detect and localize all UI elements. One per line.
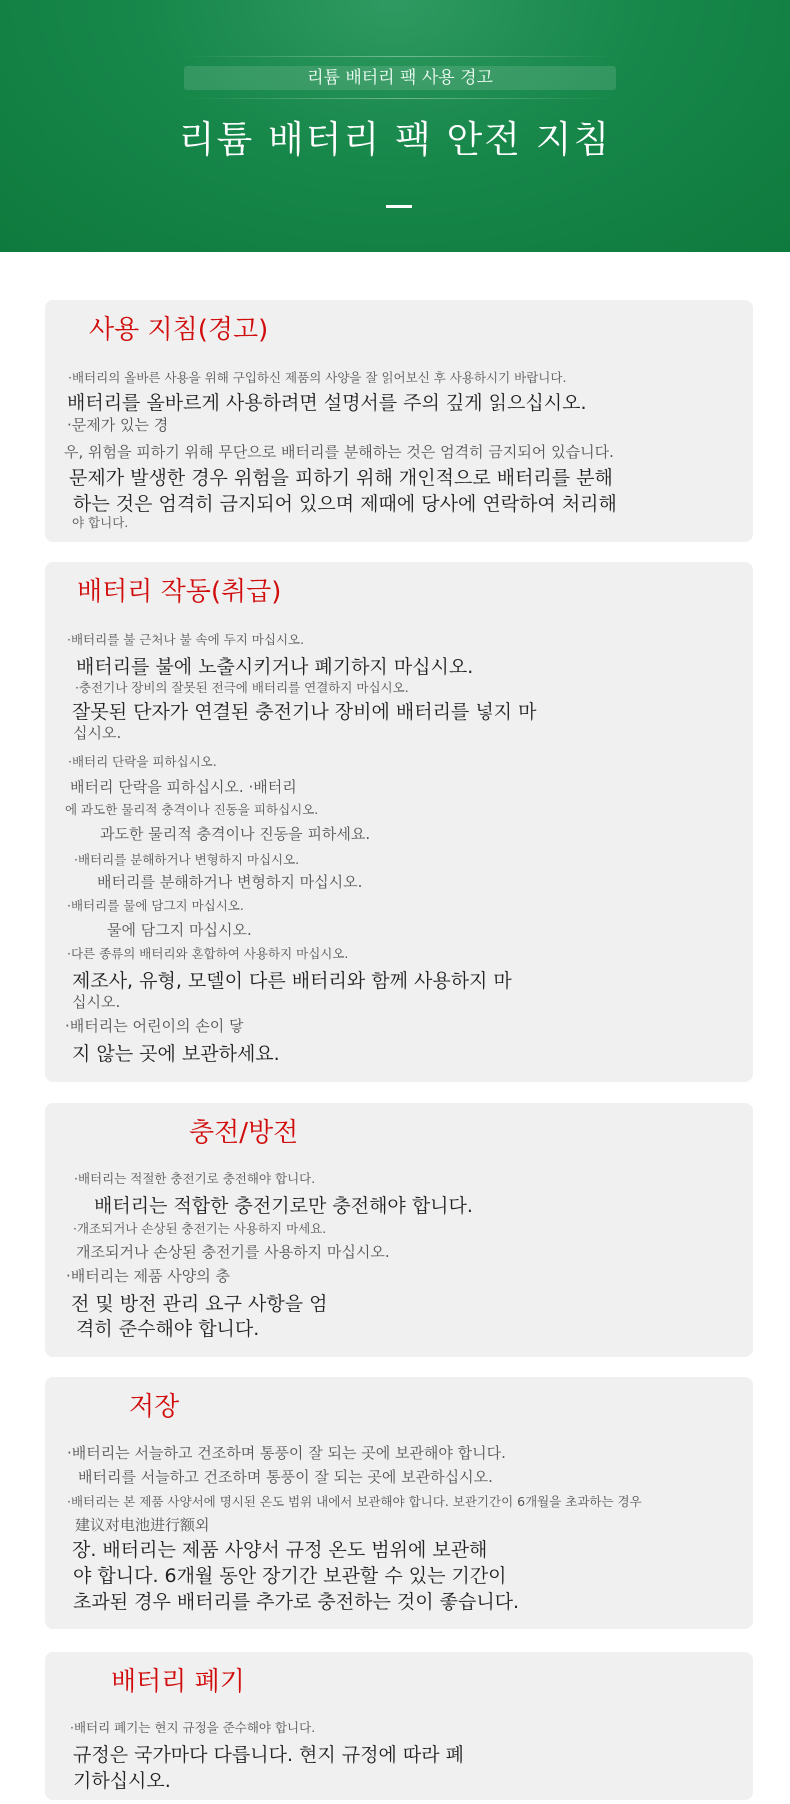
text-line: 개조되거나 손상된 충전기를 사용하지 마십시오. [76,1243,390,1261]
text-line: ·배터리 단락을 피하십시오. [68,754,217,769]
text-line: 지 않는 곳에 보관하세요. [72,1043,280,1065]
text-line: ·충전기나 장비의 잘못된 전극에 배터리를 연결하지 마십시오. [75,680,409,695]
text-line: 문제가 발생한 경우 위험을 피하기 위해 개인적으로 배터리를 분해 [69,467,613,489]
text-line: 장. 배터리는 제품 사양서 규정 온도 범위에 보관해 [72,1539,488,1561]
text-line: 배터리를 분해하거나 변형하지 마십시오. [97,873,363,891]
text-line: 하는 것은 엄격히 금지되어 있으며 제때에 당사에 연락하여 처리해 [73,493,617,515]
text-line: 제조사, 유형, 모델이 다른 배터리와 함께 사용하지 마 [72,970,512,992]
text-line: ·배터리를 물에 담그지 마십시오. [67,898,244,913]
text-line: ·배터리는 서늘하고 건조하며 통풍이 잘 되는 곳에 보관해야 합니다. [67,1444,506,1462]
text-line: 기하십시오. [73,1770,171,1792]
text-line: 배터리 단락을 피하십시오. ·배터리 [70,778,297,796]
section-usage-warning [45,300,753,542]
text-line: 에 과도한 물리적 충격이나 진동을 피하십시오. [65,802,319,817]
header-subtitle: 리튬 배터리 팩 사용 경고 [184,66,616,90]
text-line: ·배터리는 어린이의 손이 닿 [65,1017,244,1035]
text-line: 전 및 방전 관리 요구 사항을 엄 [71,1293,328,1315]
text-line: ·배터리 폐기는 현지 규정을 준수해야 합니다. [70,1720,316,1735]
section-title: 사용 지침(경고) [89,315,269,345]
page-title: 리튬 배터리 팩 안전 지침 [178,118,612,161]
text-line: 잘못된 단자가 연결된 충전기나 장비에 배터리를 넣지 마 [72,701,537,723]
header-divider-top [180,56,620,57]
text-line: ·배터리는 본 제품 사양서에 명시된 온도 범위 내에서 보관해야 합니다. 보관기간이 6개월을 초과하는 경우 [67,1494,642,1509]
section-battery-disposal [45,1652,753,1800]
text-line: 우, 위험을 피하기 위해 무단으로 배터리를 분해하는 것은 엄격히 금지되어 있습니다. [64,443,614,461]
text-line: ·배터리의 올바른 사용을 위해 구입하신 제품의 사양을 잘 읽어보신 후 사용하시기 바랍니다. [68,370,567,385]
text-line: 배터리를 서늘하고 건조하며 통풍이 잘 되는 곳에 보관하십시오. [78,1468,493,1486]
text-line: ·배터리는 적절한 충전기로 충전해야 합니다. [74,1171,316,1186]
text-line: 建议对电池进行额외 [75,1516,210,1534]
section-title: 충전/방전 [189,1118,299,1148]
text-line: 배터리를 불에 노출시키거나 폐기하지 마십시오. [76,656,474,678]
text-line: 규정은 국가마다 다릅니다. 현지 규정에 따라 폐 [73,1744,465,1766]
text-line: ·배터리를 불 근처나 불 속에 두지 마십시오. [67,632,305,647]
header-banner [0,0,790,252]
text-line: 초과된 경우 배터리를 추가로 충전하는 것이 좋습니다. [73,1591,520,1613]
section-charge-discharge [45,1103,753,1357]
section-title: 배터리 작동(취급) [77,577,282,607]
section-storage [45,1377,753,1629]
title-underline-dash [386,205,412,208]
section-title: 배터리 폐기 [111,1667,245,1697]
text-line: ·개조되거나 손상된 충전기는 사용하지 마세요. [73,1221,327,1236]
section-battery-handling [45,562,753,1082]
text-line: 십시오. [72,993,121,1011]
text-line: 과도한 물리적 충격이나 진동을 피하세요. [100,825,371,843]
text-line: 물에 담그지 마십시오. [107,921,252,939]
section-title: 저장 [129,1392,180,1422]
text-line: ·배터리는 제품 사양의 충 [66,1267,230,1285]
text-line: 배터리를 올바르게 사용하려면 설명서를 주의 깊게 읽으십시오. [67,392,587,414]
text-line: 야 합니다. 6개월 동안 장기간 보관할 수 있는 기간이 [73,1565,507,1587]
text-line: 격히 준수해야 합니다. [76,1318,260,1340]
text-line: ·다른 종류의 배터리와 혼합하여 사용하지 마십시오. [67,946,349,961]
text-line: 배터리는 적합한 충전기로만 충전해야 합니다. [94,1195,473,1217]
text-line: ·배터리를 분해하거나 변형하지 마십시오. [74,852,300,867]
text-line: ·문제가 있는 경 [67,416,169,434]
text-line: 야 합니다. [72,515,129,530]
header-divider-bottom [180,98,620,99]
text-line: 십시오. [73,724,122,742]
